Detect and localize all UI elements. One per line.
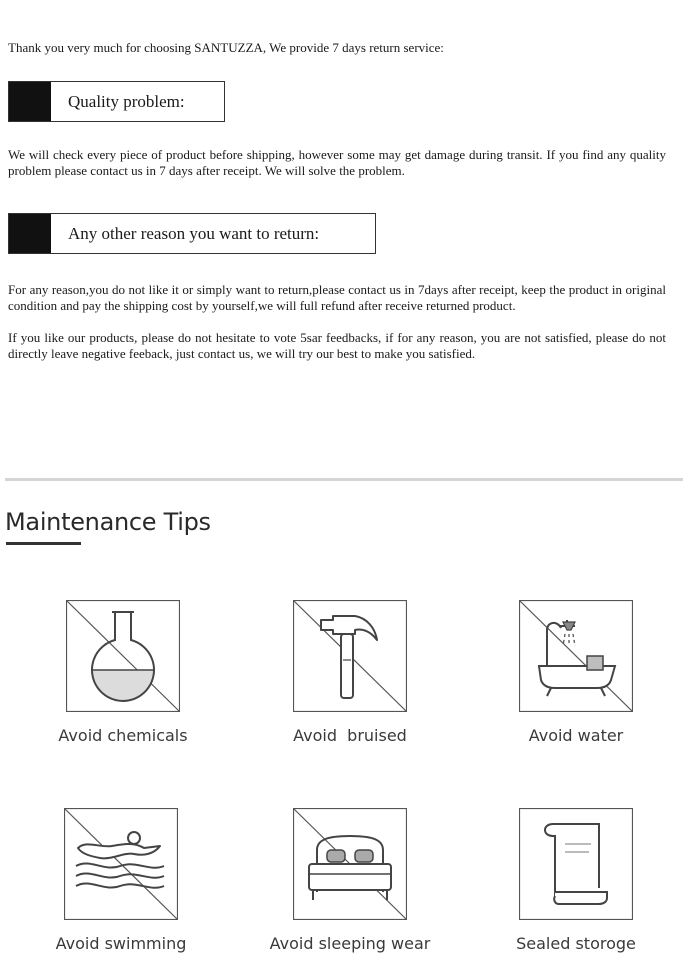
scroll-icon	[519, 808, 633, 920]
tip-sealed-storage	[461, 808, 691, 953]
hammer-icon	[293, 600, 407, 712]
swimmer-icon	[64, 808, 178, 920]
heading-marker	[9, 214, 51, 253]
title-underline	[6, 542, 81, 545]
quality-problem-heading	[8, 81, 225, 122]
tip-label: Avoid swimming	[55, 934, 187, 953]
heading-marker	[9, 82, 51, 121]
flask-icon	[66, 600, 180, 712]
tip-label: Avoid sleeping wear	[269, 934, 431, 953]
bed-icon	[293, 808, 407, 920]
tip-avoid-swimming	[6, 808, 236, 953]
maintenance-tips-title: Maintenance Tips	[5, 508, 211, 536]
tip-avoid-water	[461, 600, 691, 745]
feedback-text: If you like our products, please do not hesitate to vote 5sar feedbacks, if for any reason, you are not satisfied, please do not directly leave negative feeback, just contact us, we will try our best to make you satisfied.	[8, 330, 666, 361]
other-reason-heading	[8, 213, 376, 254]
other-reason-text: For any reason,you do not like it or simply want to return,please contact us in 7days after receipt, keep the product in original condition and pay the shipping cost by yourself,we will full refund after receive returned product.	[8, 282, 666, 313]
tip-avoid-chemicals	[8, 600, 238, 745]
tip-avoid-bruised	[235, 600, 465, 745]
quality-problem-text: We will check every piece of product before shipping, however some may get damage during transit. If you find any quality problem please contact us in 7 days after receipt. We will solve the problem.	[8, 147, 666, 178]
tip-label: Avoid water	[528, 726, 624, 745]
tip-avoid-sleeping-wear	[235, 808, 465, 953]
section-divider	[5, 478, 683, 481]
tip-label: Sealed storoge	[516, 934, 636, 953]
other-reason-label: Any other reason you want to return:	[68, 223, 320, 243]
tip-label: Avoid bruised	[293, 726, 407, 745]
tip-label: Avoid chemicals	[58, 726, 188, 745]
quality-problem-label: Quality problem:	[68, 91, 185, 111]
bathtub-shower-icon	[519, 600, 633, 712]
intro-text: Thank you very much for choosing SANTUZZA, We provide 7 days return service:	[8, 40, 444, 55]
